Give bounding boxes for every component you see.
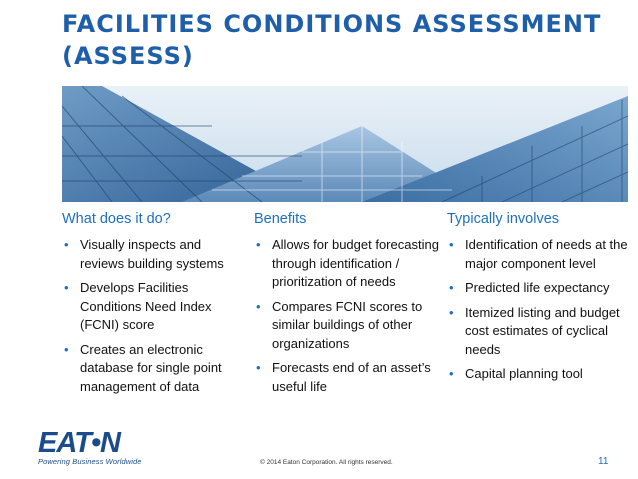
bullet-list: [447, 236, 631, 384]
column-benefits: [254, 210, 444, 402]
slide-title-line-2: (ASSESS): [62, 42, 194, 70]
page-number: 11: [598, 456, 609, 467]
list-item: • Develops Facilities Conditions Need Index (FCNI) score: [64, 280, 212, 332]
list-item: • Allows for budget forecasting through identification / prioritization of needs: [256, 237, 439, 289]
column-what-does-it-do: [62, 210, 237, 402]
eaton-logo: [38, 428, 153, 470]
list-item: • Itemized listing and budget cost estimates of cyclical needs: [449, 304, 620, 357]
slide-title-line-1: FACILITIES CONDITIONS ASSESSMENT: [62, 10, 602, 38]
list-item: • Identification of needs at the major component level: [449, 237, 628, 271]
copyright-notice: © 2014 Eaton Corporation. All rights reserved.: [260, 459, 393, 466]
building-glass-facade-icon: [62, 86, 628, 202]
logo-wordmark: EAT•N: [38, 427, 120, 459]
list-item: • Predicted life expectancy: [449, 280, 610, 295]
list-item: • Visually inspects and reviews building systems: [64, 237, 224, 271]
list-item: • Forecasts end of an asset’s useful life: [256, 360, 431, 394]
list-item: • Capital planning tool: [449, 366, 583, 381]
slide-title: [62, 8, 622, 72]
column-heading: Typically involves: [447, 211, 560, 227]
column-heading: Benefits: [254, 211, 307, 227]
building-photo: [62, 86, 628, 202]
list-item: • Compares FCNI scores to similar buildings of other organizations: [256, 298, 423, 351]
logo-tagline: Powering Business Worldwide: [38, 457, 142, 466]
bullet-list: [254, 236, 444, 396]
list-item: • Creates an electronic database for single point management of data: [64, 341, 222, 394]
column-heading: What does it do?: [62, 211, 171, 227]
bullet-list: [62, 236, 237, 396]
column-typically-involves: [447, 210, 631, 390]
